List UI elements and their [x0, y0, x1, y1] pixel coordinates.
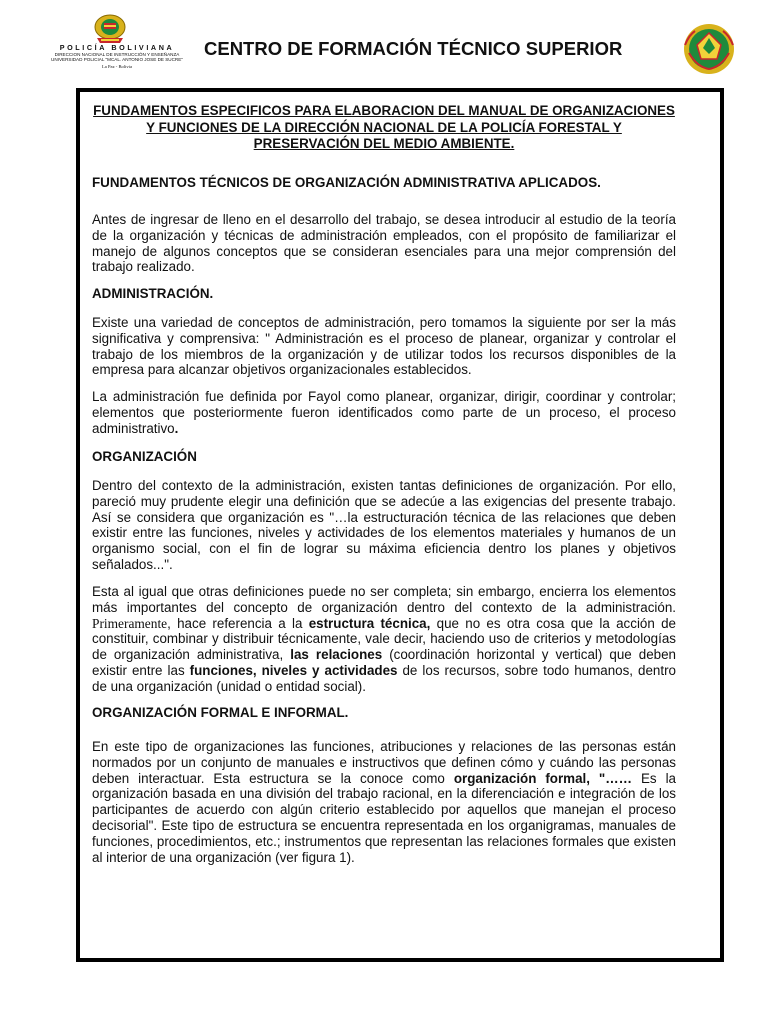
- organizacion-paragraph-1: Dentro del contexto de la administración, existen tantas definiciones de organización. Por ello, pareció muy prudente elegir una definición que se adecúe a las exigencias del presente trabajo. Así se considera que organización es "…la estructuración técnica de las relaciones que deben existir entre las funciones, niveles y actividades de los elementos materiales y humanos de un organismo social, con el fin de lograr su máxima eficiencia dentro los planes y objetivos señalados...".: [92, 478, 676, 572]
- document-header: [0, 0, 768, 86]
- institution-location: La Paz - Bolivia: [102, 64, 132, 69]
- document-title: FUNDAMENTOS ESPECIFICOS PARA ELABORACION DEL MANUAL DE ORGANIZACIONES Y FUNCIONES DE LA DIRECCIÓN NACIONAL DE LA POLICÍA FORESTAL Y PRESERVACIÓN DEL MEDIO AMBIENTE.: [93, 103, 675, 151]
- organizacion-paragraph-2: Esta al igual que otras definiciones puede no ser completa; sin embargo, encierra los elementos más importantes del concepto de organización dentro del contexto de la administración. Primeramente, hace referencia a la estructura técnica, que no es otra cosa que la acción de constituir, combinar y distribuir técnicamente, vale decir, haciendo uso de criterios y metodologías de organización administrativa, las relaciones (coordinación horizontal y vertical) que deben existir entre las funciones, niveles y actividades de los recursos, sobre todo humanos, dentro de una organización (unidad o entidad social).: [92, 584, 676, 694]
- heading-organizacion: ORGANIZACIÓN: [92, 449, 197, 464]
- intro-paragraph: Antes de ingresar de lleno en el desarrollo del trabajo, se desea introducir al estudio de la teoría de la organización y técnicas de administración empleados, con el propósito de familiarizar el manejo de algunos conceptos que se consideran esenciales para una mejor comprensión del trabajo realizado.: [92, 212, 676, 275]
- forestal-emblem-icon: [683, 23, 735, 75]
- center-title: CENTRO DE FORMACIÓN TÉCNICO SUPERIOR: [204, 38, 623, 59]
- policia-boliviana-crest-icon: [92, 14, 128, 44]
- administracion-paragraph-2: La administración fue definida por Fayol como planear, organizar, dirigir, coordinar y controlar; elementos que posteriormente fueron identificados como parte de un proceso, el proceso administrativo.: [92, 389, 676, 436]
- heading-administracion: ADMINISTRACIÓN.: [92, 286, 214, 301]
- heading-fundamentos-tecnicos: FUNDAMENTOS TÉCNICOS DE ORGANIZACIÓN ADMINISTRATIVA APLICADOS.: [92, 175, 601, 190]
- administracion-paragraph-1: Existe una variedad de conceptos de administración, pero tomamos la siguiente por ser la más significativa y comprensiva: " Administración es el proceso de planear, organizar y controlar el trabajo de los miembros de la organización y de utilizar todos los recursos disponibles de la empresa para alcanzar objetivos organizacionales establecidos.: [92, 315, 676, 378]
- institution-name: POLICÍA BOLIVIANA: [59, 43, 175, 52]
- heading-organizacion-formal-informal: ORGANIZACIÓN FORMAL E INFORMAL.: [92, 705, 349, 720]
- institution-subtitle-2: UNIVERSIDAD POLICIAL "MCAL. ANTONIO JOSE DE SUCRE": [51, 57, 183, 62]
- organizacion-formal-paragraph: En este tipo de organizaciones las funciones, atribuciones y relaciones de las personas están normados por un conjunto de manuales e instructivos que definen cómo y cuándo las personas deben interactuar. Esta estructura se la conoce como organización formal, "…… Es la organización basada en una división del trabajo racional, en la diferenciación e integración de los participantes de acuerdo con algún criterio establecido por aquellos que manejan el proceso decisorial". Este tipo de estructura se encuentra representada en los organigramas, manuales de funciones, procedimientos, etc.; instrumentos que representan las relaciones formales que existen al interior de una organización (ver figura 1).: [92, 739, 676, 865]
- institution-subtitle-1: DIRECCION NACIONAL DE INSTRUCCIÓN Y ENSEÑANZA: [54, 52, 180, 57]
